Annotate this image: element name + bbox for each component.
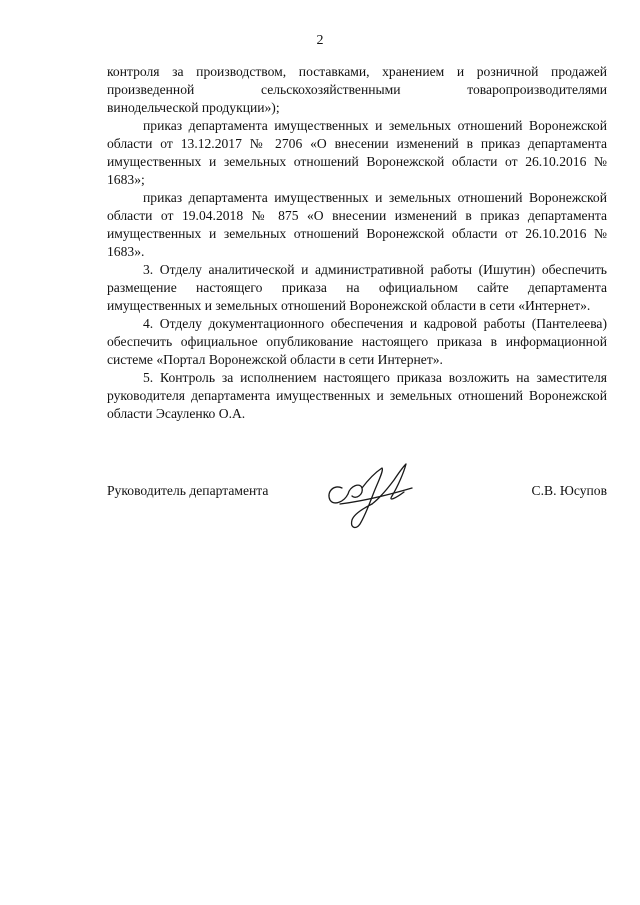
paragraph-item-5: 5. Контроль за исполнением настоящего приказа возложить на заместителя руководителя департамента имущественных и земельных отношений Воронежской области Эсауленко О.А. (107, 370, 607, 421)
paragraph-order-2706: приказ департамента имущественных и земельных отношений Воронежской области от 13.12.2017 № 2706 «О внесении изменений в приказ департамента имущественных и земельных отношений Воронежской области от 26.10.2016 № 1683»; (107, 118, 607, 187)
page-number: 2 (316, 33, 324, 48)
paragraph-line: контроля за производством, поставками, хранением и розничной продажей (107, 64, 607, 79)
paragraph-item-3: 3. Отделу аналитической и административной работы (Ишутин) обеспечить размещение настоящего приказа на официальном сайте департамента имущественных и земельных отношений Воронежской области в сети «Интернет». (107, 262, 607, 313)
paragraph-order-875: приказ департамента имущественных и земельных отношений Воронежской области от 19.04.2018 № 875 «О внесении изменений в приказ департамента имущественных и земельных отношений Воронежской области от 26.10.2016 № 1683». (107, 190, 607, 259)
paragraph-line: винодельческой продукции»); (107, 100, 280, 115)
signatory-name: С.В. Юсупов (531, 483, 607, 498)
signatory-position: Руководитель департамента (107, 483, 269, 498)
paragraph-item-4: 4. Отделу документационного обеспечения и кадровой работы (Пантелеева) обеспечить официальное опубликование настоящего приказа в информационной системе «Портал Воронежской области в сети Интернет». (107, 316, 607, 367)
document-body (107, 63, 607, 423)
paragraph-line: произведенной сельскохозяйственными товаропроизводителями (107, 82, 607, 97)
handwritten-signature-icon (322, 458, 426, 536)
paragraph-continuation (107, 63, 607, 117)
